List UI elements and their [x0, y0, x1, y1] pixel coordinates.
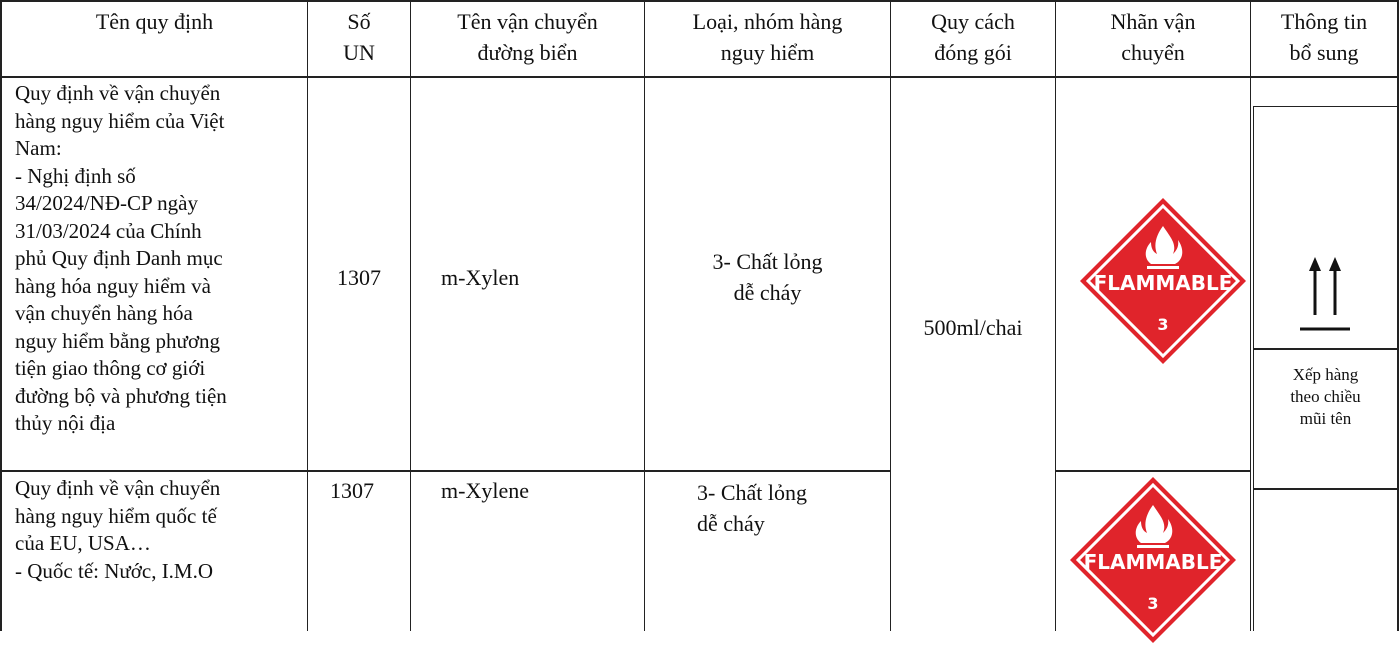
header-shipping-name: Tên vận chuyển đường biển — [457, 9, 598, 65]
header-hazard-class: Loại, nhóm hàng nguy hiểm — [692, 9, 843, 65]
flammable-placard — [1068, 475, 1238, 645]
header-separator — [0, 76, 1399, 78]
additional-info-note: Xếp hàng theo chiều mũi tên — [1290, 365, 1361, 428]
info-inner-top — [1253, 106, 1399, 107]
row-separator-left — [0, 470, 890, 472]
packaging-value: 500ml/chai — [923, 315, 1023, 340]
row1-un-number: 1307 — [337, 265, 381, 290]
placard-text: FLAMMABLE — [1083, 550, 1223, 574]
row2-hazard-class: 3- Chất lỏng dễ cháy — [697, 480, 807, 536]
placard-class-number: 3 — [1157, 315, 1169, 334]
row2-shipping-name: m-Xylene — [441, 478, 529, 503]
header-un-number: Số UN — [343, 9, 375, 65]
header-transport-label: Nhãn vận chuyển — [1110, 9, 1196, 65]
table-border-top — [0, 0, 1399, 2]
header-regulation-name: Tên quy định — [95, 9, 214, 34]
flammable-placard — [1078, 196, 1248, 366]
row-separator-label — [1055, 470, 1250, 472]
row2-regulation: Quy định về vận chuyển hàng nguy hiểm quốc tế của EU, USA… - Quốc tế: Nước, I.M.O — [15, 476, 221, 583]
this-way-up-arrows-icon — [1280, 255, 1370, 335]
col-divider-2 — [410, 0, 411, 631]
row2-un-number: 1307 — [330, 478, 374, 503]
col-divider-1 — [307, 0, 308, 631]
info-inner-bottom — [1253, 488, 1399, 490]
row1-hazard-class: 3- Chất lỏng dễ cháy — [712, 249, 823, 305]
placard-class-number: 3 — [1147, 594, 1159, 613]
row1-shipping-name: m-Xylen — [441, 265, 520, 290]
header-additional-info: Thông tin bổ sung — [1280, 9, 1368, 65]
col-divider-3 — [644, 0, 645, 631]
header-packaging: Quy cách đóng gói — [931, 9, 1015, 65]
placard-text: FLAMMABLE — [1093, 271, 1233, 295]
col-divider-5 — [1055, 0, 1056, 631]
info-inner-divider — [1253, 348, 1399, 350]
col-divider-0 — [0, 0, 2, 631]
row1-regulation: Quy định về vận chuyển hàng nguy hiểm của Việt Nam: - Nghị định số 34/2024/NĐ-CP ngày 31/03/2024 của Chính phủ Quy định Danh mục hàng hóa nguy hiểm và vận chuyển hàng hóa nguy hiểm bằng phương tiện giao thông cơ giới đường bộ và phương tiện thủy nội địa — [15, 81, 227, 435]
col-divider-6 — [1250, 0, 1251, 631]
